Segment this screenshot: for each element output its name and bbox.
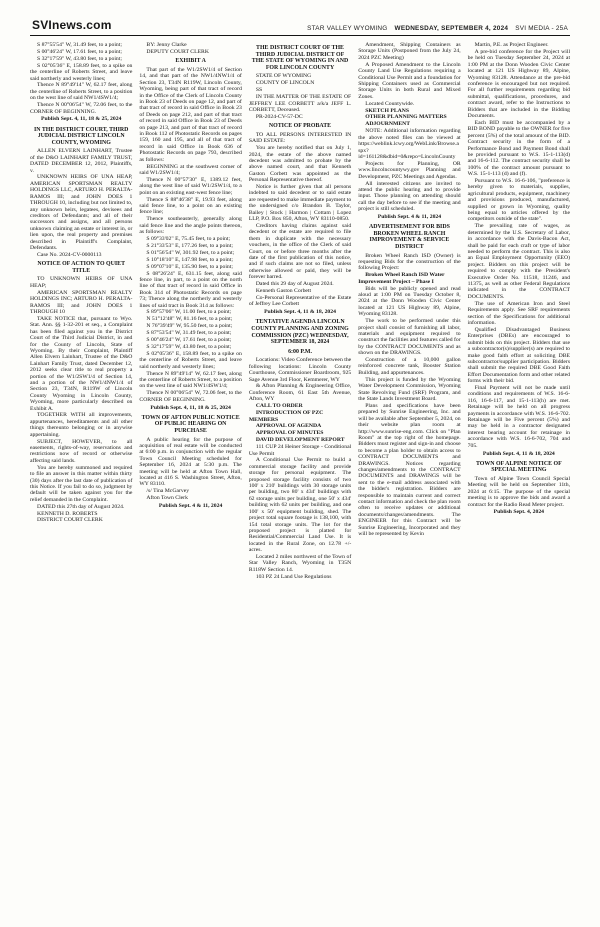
notice-paragraph: TO ALL PERSONS INTERESTED IN SAID ESTATE: <box>248 131 352 145</box>
notice-paragraph: NOTE: Additional information regarding the above noted files can be viewed at https://weblink.lcwy.org/WebLink/Browse.aspx?id=161128&dbid=0&repo=LincolnCounty <box>358 128 461 160</box>
publish-line: Publish Sept. 4, 11, 18 & 25, 2024 <box>150 404 231 411</box>
notice-paragraph: Each BID must be accompanied by a BID BOND payable to the OWNER for five percent (5%) of the total amount of the BID. Contract security in the form of a Performance Bond and Payment Bond shall be provided pursuant to W.S. 15-1-113(d) and 16-6-112. The contract security shall be 100% of the contract amount pursuant to W.S. 15-1-113 (d) and (f). <box>467 119 571 178</box>
column-5 <box>468 42 570 581</box>
notice-paragraph: Thence S 88°46'38" E, 19.93 feet, along said fence line, to a point on an existing fence line; <box>139 196 242 216</box>
notice-paragraph: S 21°33'53" E, 177.26 feet, to a point; <box>146 242 233 249</box>
notice-paragraph: Bids will be publicly opened and read aloud at 1:00 PM on Tuesday October 8, 2024 at the Donn Wooden Civic Center located at 121 US Highway 89, Alpine, Wyoming 83128. <box>358 285 461 318</box>
notice-paragraph: That part of the W1/2SW1/4 of Section 14, and that part of the NW1/4NW1/4 of Section 23, T34N R119W, Lincoln County, Wyoming, being part of that tract of record in the Office of the Clerk of Lincoln County in Book 23 of Deeds on page 12, and part of that tract of record in said Office in Book 23 of Deeds on page 212, and part of that tract of record in said Office in Book 23 of Deeds on page 213, and part of that tract of record in Book 112 of Photostatic Records on pages 159, 160 and 195, and all of that tract of record in said Office in Book 636 of Photostatic Records on page 793, described as follows: <box>139 66 242 163</box>
dateline <box>302 25 568 32</box>
notice-paragraph: Thence N 00°06'54" W, 72.06 feet, to the CORNER OF BEGINNING. <box>139 390 242 403</box>
notice-paragraph: S 87°55'54" W, 31.49 feet, to a point; <box>37 42 122 48</box>
notice-paragraph: COUNTY OF LINCOLN <box>255 80 315 87</box>
notice-paragraph: S 01°56'54" W, 301.92 feet, to a point; <box>146 249 235 256</box>
notice-paragraph: Kenneth Gaston Corbett <box>255 288 312 295</box>
notice-paragraph: PR-2024-CV-57-DC <box>255 113 303 120</box>
notice-heading: EXHIBIT A <box>175 58 206 65</box>
notice-paragraph: AMERICAN SPORTSMAN REALTY HOLDINGS INC; ARTURO H. PERALTA-RAMOS III; and JOHN DOES 1 THROUGH 10 <box>30 289 133 315</box>
notice-paragraph: BEGINNING at the southwest corner of said W1/2SW1/4; <box>139 163 242 176</box>
notice-heading: NOTICE OF PROBATE <box>268 123 332 130</box>
notice-subheading: DAVID DEVELOPMENT REPORT <box>255 437 345 444</box>
notice-paragraph: Thence N 89°49'14" W, 62.17 feet, along the centerline of Roberts Street, to a position on the west line of said NW1/4SW1/4; <box>30 82 133 102</box>
notice-paragraph: The prevailing rate of wages, as determined by the U.S. Secretary of Labor, in accordance with the Davis-Bacon Act, shall be paid for each craft or type of labor needed to perform the contract. This is also an Equal Employment Opportunity (EEO) project. Bidders on this project will be required to comply with the President's Executive Order No. 11518, 11246, and 11375, as well as other Federal Regulations indicated in the CONTRACT DOCUMENTS. <box>467 223 571 300</box>
notice-paragraph: BY: Jenny Clarke <box>146 42 187 48</box>
notice-subheading: APPROVAL OF MINUTES <box>255 430 324 437</box>
dateline-region: STAR VALLEY WYOMING <box>307 25 388 32</box>
notice-heading: 6:00 P.M. <box>288 348 312 355</box>
notice-paragraph: S 32°17'59" W, 43.80 feet, to a point; <box>37 55 122 62</box>
notice-paragraph: Amendment, Shipping Containers as Storage Units (Postponed from the July 24, 2024 PZC Meeting) <box>358 42 461 61</box>
dateline-edition: SVI MEDIA - 25A <box>515 25 568 32</box>
notice-paragraph: S 87°53'54" W, 31.49 feet, to a point; <box>146 330 232 337</box>
notice-paragraph: & Afton Planning & Engineering Office, Conference Room, 61 East 5th Avenue, Afton, WY <box>248 383 352 403</box>
notice-paragraph: Thence N 00°57'30" E, 1389.12 feet, along the west line of said W1/2SW1/4, to a point on an existing east-west fence line; <box>139 176 242 196</box>
notice-paragraph: SS <box>255 87 263 94</box>
notice-paragraph: Co-Personal Representative of the Estate of Jeffrey Lee Corbett <box>248 294 352 308</box>
notice-subheading: ADJOURNMENT <box>365 121 411 128</box>
notice-paragraph: ALLEN ELVERN LAINHART, Trustee of the D&O LAINHART FAMILY TRUST, DATED DECEMBER 12, 2012, Plaintiffs, v. <box>30 148 133 174</box>
notice-paragraph: Thence N 00°06'54" W, 72.06 feet, to the CORNER OF BEGINNING. <box>30 102 133 115</box>
publish-line: Publish Sept. 4 & 11, 2024 <box>158 503 223 510</box>
notice-paragraph: Creditors having claims against said decedent or the estate are required to file them in duplicate with the necessary vouchers, in the office of the Clerk of said Court, on or before three months after the date of the first publication of this notice, and if such claims are not so filed, unless otherwise allowed or paid, they will be forever barred. <box>248 223 352 281</box>
site-title: SVInews.com <box>32 18 112 32</box>
page-header <box>30 14 570 36</box>
notice-heading: TENTATIVE AGENDA LINCOLN COUNTY PLANNING AND ZONING COMMISSION (PZC) WEDNESDAY, SEPTEMBER 18, 2024 <box>251 319 349 346</box>
notice-paragraph: TO UNKNOWN HEIRS OF UNA HEAP; <box>30 276 133 289</box>
notice-paragraph: S 09°33'02" E, 75.45 feet, to a point; <box>146 235 231 242</box>
notice-paragraph: S 02°05'36" E, 158.89 feet, to a spike on the centerline of Roberts Street, and leave said northerly and westerly lines; <box>139 350 242 370</box>
notice-paragraph: Qualified Disadvantaged Business Enterprises (DBEs) are encouraged to submit bids on this project. Bidders that use a subcontractor(s)/supplier(s) are required to make good faith effort at soliciting DBE subcontractor/supplier participation. Bidders shall submit the required DBE Good Faith Effort Documentation form and other related forms with their bid. <box>467 326 571 385</box>
notice-columns <box>30 36 570 581</box>
notice-paragraph: SUBJECT, HOWEVER, to all easements, rights-of-way, reservations and restrictions now of record or otherwise affecting said lands. <box>30 438 133 464</box>
notice-paragraph: TAKE NOTICE that, pursuant to Wyo. Stat. Ann. §§ 1-32-201 et seq., a Complaint has been filed against you in the District Court of the Third Judicial District, in and for the County of Lincoln, State of Wyoming. By their Complaint, Plaintiff Allen Elvern Lainhart, Trustee of the D&O Lainhart Family Trust, dated December 12, 2012 seeks clear title to real property a portion of the W1/2SW1/4 of Section 14, and a portion of the NW1/4NW1/4 of Section 23, T34N, R119W of Lincoln County Wyoming in Lincoln County, Wyoming, more particularly described on Exhibit A. <box>30 315 133 412</box>
notice-paragraph: S 02°05'36" E, 158.89 feet, to a spike on the centerline of Roberts Street, and leave said northerly and westerly lines; <box>30 62 133 82</box>
notice-paragraph: Projects for Planning, OR www.lincolncountywy.gov Planning and Development, PZC Meetings and Agendas. <box>358 160 461 180</box>
dateline-date: WEDNESDAY, SEPTEMBER 4, 2024 <box>394 25 509 32</box>
notice-paragraph: A public hearing for the purpose of acquisition of real estate will be conducted at 6:00 p.m. in conjunction with the regular Town Council Meeting scheduled for September 16, 2024 at 5:30 p.m. The meeting will be held at Afton Town Hall, located at 416 S. Washington Street, Afton, WY 83110. <box>139 436 242 488</box>
notice-paragraph: DATED this 27th day of August 2024. <box>37 503 125 510</box>
notice-paragraph: KENNETH D. ROBERTS <box>37 510 98 517</box>
notice-heading: IN THE DISTRICT COURT, THIRD JUDICIAL DISTRICT LINCOLN COUNTY, WYOMING <box>33 126 129 146</box>
notice-paragraph: N 51°12'48" W, 81.16 feet, to a point; <box>146 316 233 323</box>
notice-paragraph: S 10°18'10" E, 147.98 feet, to a point; <box>146 256 233 263</box>
notice-paragraph: This project is funded by the Wyoming Water Development Commission, Wyoming State Revolving Fund (SRF) Program, and the State Lands Investment Board. <box>358 376 461 402</box>
notice-paragraph: You are hereby notified that on July 1, 2024, the estate of the above named decedent was admitted to probate by the above named court, and that Kenneth Gaston Corbett was appointed as the Personal Representative thereof. <box>248 145 352 184</box>
notice-paragraph: S 00°46'24" W, 17.61 feet, to a point; <box>37 48 122 55</box>
notice-paragraph: A Conditional Use Permit to build a commercial storage facility and provide storage for personal equipment. The proposed storage facility consists of two 100' x 210' buildings with 30 storage units per building, two 80' x 434' buildings with 62 storage units per building, one 50' x 434' building with 62 units per building, and one 100' x 50' equipment building, shed. The project total square footage is 138,100, with 154 total storage units. The lot for the proposed project is platted for Residential/Commercial Land Use. It is located in the Rural Zone, on 12.78 +/- acres. <box>248 457 352 554</box>
notice-paragraph: DEPUTY COURT CLERK <box>146 48 209 55</box>
publish-line: Publish Sept. 4, 11 & 18, 2024 <box>482 450 555 457</box>
publish-line: Publish Sept. 4 & 11, 2024 <box>377 214 442 221</box>
notice-paragraph: Pursuant to W.S. 16-6-106, "preference is hereby given to materials, supplies, agricultural products, equipment, machinery and provisions produced, manufactured, supplied or grown in Wyoming, quality being equal to articles offered by the competitors outside of the state". <box>467 178 571 223</box>
publish-line: Publish Sept. 4, 11 & 18, 2024 <box>264 309 336 316</box>
notice-paragraph: Locations: Video Conference between the following locations: Lincoln County Courthouse, Commissioner Boardroom, 925 Sage Avenue 3rd Floor, Kemmerer, WY <box>248 357 352 383</box>
notice-paragraph: Afton Town Clerk <box>146 495 188 502</box>
notice-paragraph: S 89°57'06" W, 11.00 feet, to a point; <box>146 309 232 316</box>
notice-paragraph: Thence N 89°49'14" W, 62.17 feet, along the centerline of Roberts Street, to a position on the west line of said NW1/4SW1/4; <box>139 370 242 390</box>
notice-paragraph: UNKNOWN HEIRS OF UNA HEAP, AMERICAN SPORTSMAN REALTY HOLDINGS LLC, ARTURO H. PERALTA-RAMOS III; and JOHN DOES 1 THROUGH 10, including but not limited to, any unknown heirs, legatees, devisees and creditors of Defendants; and all of their successors and assigns, and all persons unknown claiming an estate or interest in, or lien upon, the real property and premises described in Plaintiff's Complaint, Defendants. <box>30 174 133 251</box>
notice-paragraph: S 09°07'10" E, 135.90 feet, to a point; <box>146 263 233 270</box>
notice-subheading: INTRODUCTION OF PZC MEMBERS <box>248 410 324 423</box>
notice-subheading: OTHER PLANNING MATTERS <box>365 114 447 121</box>
notice-paragraph: All interested citizens are invited to attend the public hearing and to provide input. Those planning on attending should call the day before to see if the meeting and project is still scheduled. <box>358 180 461 213</box>
notice-paragraph: N 76°39'49" W, 95.50 feet, to a point; <box>146 323 233 330</box>
notice-paragraph: Plans and specifications have been prepared by Sunrise Engineering, Inc. and will be available after September 5, 2024, on their website plan room at http://www.sunrise-eng.com. Click on "Plan Room" at the top right of the homepage. Bidders must register and sign-in and choose to become a plan holder to obtain access to CONTRACT DOCUMENTS and DRAWINGS. Notices regarding changes/amendments to the CONTRACT DOCUMENTS and DRAWINGS will be sent to the e-mail address associated with the bidder's registration. Bidders are responsible to maintain current and correct contact information and check the plan room often to receive updates or additional documents/changes/amendments. The ENGINEER for this Contract will be Sunrise Engineering, Incorporated and they will be represented by Kevin <box>358 402 461 537</box>
notice-paragraph: S 00°46'24" W, 17.61 feet, to a point; <box>146 337 232 344</box>
notice-paragraph: The work to be performed under this project shall consist of furnishing all labor, materials and equipment required to construct the facilities and features called for by the CONTRACT DOCUMENTS and as shown on the DRAWINGS. <box>358 318 461 357</box>
column-1 <box>30 42 132 581</box>
column-2 <box>139 42 241 581</box>
notice-paragraph: Case No. 2024-CV-0000113 <box>37 251 102 258</box>
notice-paragraph: Martin, P.E. as Project Engineer. <box>474 42 549 48</box>
notice-paragraph: Dated this 29 day of August 2024. <box>255 281 334 288</box>
notice-paragraph: You are hereby summoned and required to file an answer in this matter within thirty (30) days after the last date of publication of this Notice. If you fail to do so, judgment by default will be taken against you for the relief demanded in the Complaint. <box>30 464 133 503</box>
notice-paragraph: Town of Alpine Town Council Special Meeting will be held on September 11th, 2024 at 6:15. The purpose of the special meeting is to approve the bids and award a contract for the Radio Read Meter project. <box>467 475 571 508</box>
notice-paragraph: 111 CUP 24 Heiner Storage - Conditional Use Permit <box>248 444 352 457</box>
notice-paragraph: /s/ Tina McGarvey <box>146 488 190 495</box>
notice-paragraph: Notice is further given that all persons indebted to said decedent or to said estate are requested to make immediate payment to the undersigned c/o Brandon B. Taylor, Bailey | Stock | Harmon | Cottam | Lopez LLP, P.O. Box 850, Afton, WY 83110-0850. <box>248 184 352 223</box>
notice-subheading: Broken Wheel Ranch ISD Water Improvement Project – Phase I <box>358 272 445 285</box>
publish-line: Publish Sept. 4, 11, 18 & 25, 2024 <box>40 116 122 123</box>
notice-paragraph: IN THE MATTER OF THE ESTATE OF JEFFREY LEE CORBETT a/k/a JEFF L. CORBETT, Deceased. <box>248 94 352 113</box>
notice-paragraph: A pre-bid conference for the Project will be held on Tuesday September 24, 2024 at 1:00 PM at the Donn Wooden Civic Center located at 121 US Highway 89, Alpine, Wyoming 83128. Attendance at the pre-bid conference is encouraged but not required. For all further requirements regarding bid submittal, qualifications, procedures, and contract award, refer to the Instructions to Bidders that are included in the Bidding Documents. <box>467 48 571 119</box>
notice-paragraph: A Proposed Amendment to the Lincoln County Land Use Regulations requiring a Conditional Use Permit and a foundation for Shipping Containers used as Commercial Storage Units in both Rural and Mixed Zones. <box>358 61 461 100</box>
notice-paragraph: Located 2 miles northwest of the Town of Star Valley Ranch, Wyoming in T35N R118W Section 14. <box>248 554 352 573</box>
notice-heading: TOWN OF ALPINE NOTICE OF SPECIAL MEETING <box>475 460 562 474</box>
notice-heading: THE DISTRICT COURT OF THE THIRD JUDICIAL DISTRICT OF THE STATE OF WYOMING IN AND FOR LINCOLN COUNTY <box>251 45 349 71</box>
publish-line: Publish Sept. 4, 2024 <box>493 509 545 516</box>
notice-paragraph: STATE OF WYOMING <box>255 73 312 80</box>
notice-paragraph: DISTRICT COURT CLERK <box>37 517 103 524</box>
notice-paragraph: Broken Wheel Ranch ISD (Owner) is requesting Bids for the construction of the following Project: <box>358 252 461 272</box>
notice-subheading: SKETCH PLANS <box>365 107 409 114</box>
notice-paragraph: Construction of a 10,000 gallon reinforced concrete tank, Booster Station Building, and appurtenances. <box>358 357 461 376</box>
notice-heading: NOTICE OF ACTION TO QUIET TITLE <box>37 261 126 274</box>
notice-heading: TOWN OF AFTON PUBLIC NOTICE OF PUBLIC HEARING ON PURCHASE <box>141 414 240 434</box>
notice-paragraph: 103 PZ 24 Land Use Regulations <box>255 573 332 580</box>
notice-subheading: APPROVAL OF AGENDA <box>255 423 322 430</box>
notice-paragraph: Located Countywide. <box>365 100 415 107</box>
notice-paragraph: S 32°17'59" W, 43.80 feet, to a point; <box>146 343 232 350</box>
notice-heading: ADVERTISEMENT FOR BIDS BROKEN WHEEL RANCH IMPROVEMENT & SERVICE DISTRICT <box>368 224 450 250</box>
notice-paragraph: S 08°26'24" E, 631.15 feet, along said fence line, in part, to a point on the north line of that tract of record in said Office in Book 314 of Photostatic Records on page 73; Thence along the northerly and westerly lines of said tract in Book 314 as follows: <box>139 270 242 309</box>
notice-paragraph: Final Payment will not be made until conditions and requirements of W.S. 16-6-116, 16-6-117, and 15-1-113(h) are met. Retainage will be held on all progress payments in accordance with W.S. 16-6-702. Retainage will be Five percent (5%) and may be held in a contractor designated interest bearing account for retainage in accordance with W.S. 16-6-702, 704 and 705. <box>467 385 571 449</box>
column-3 <box>249 42 351 581</box>
column-4 <box>358 42 460 581</box>
notice-paragraph: TOGETHER WITH all improvements, appurtenances, hereditaments and all other things thereunto belonging or in anywise appertaining. <box>30 412 133 438</box>
notice-paragraph: The use of American Iron and Steel Requirements apply. See SRF requirements section of the Specifications for additional information. <box>467 300 571 326</box>
notice-subheading: CALL TO ORDER <box>255 403 303 410</box>
notice-paragraph: Thence southeasterly, generally along said fence line and the angle points thereon, as follows: <box>139 216 242 236</box>
